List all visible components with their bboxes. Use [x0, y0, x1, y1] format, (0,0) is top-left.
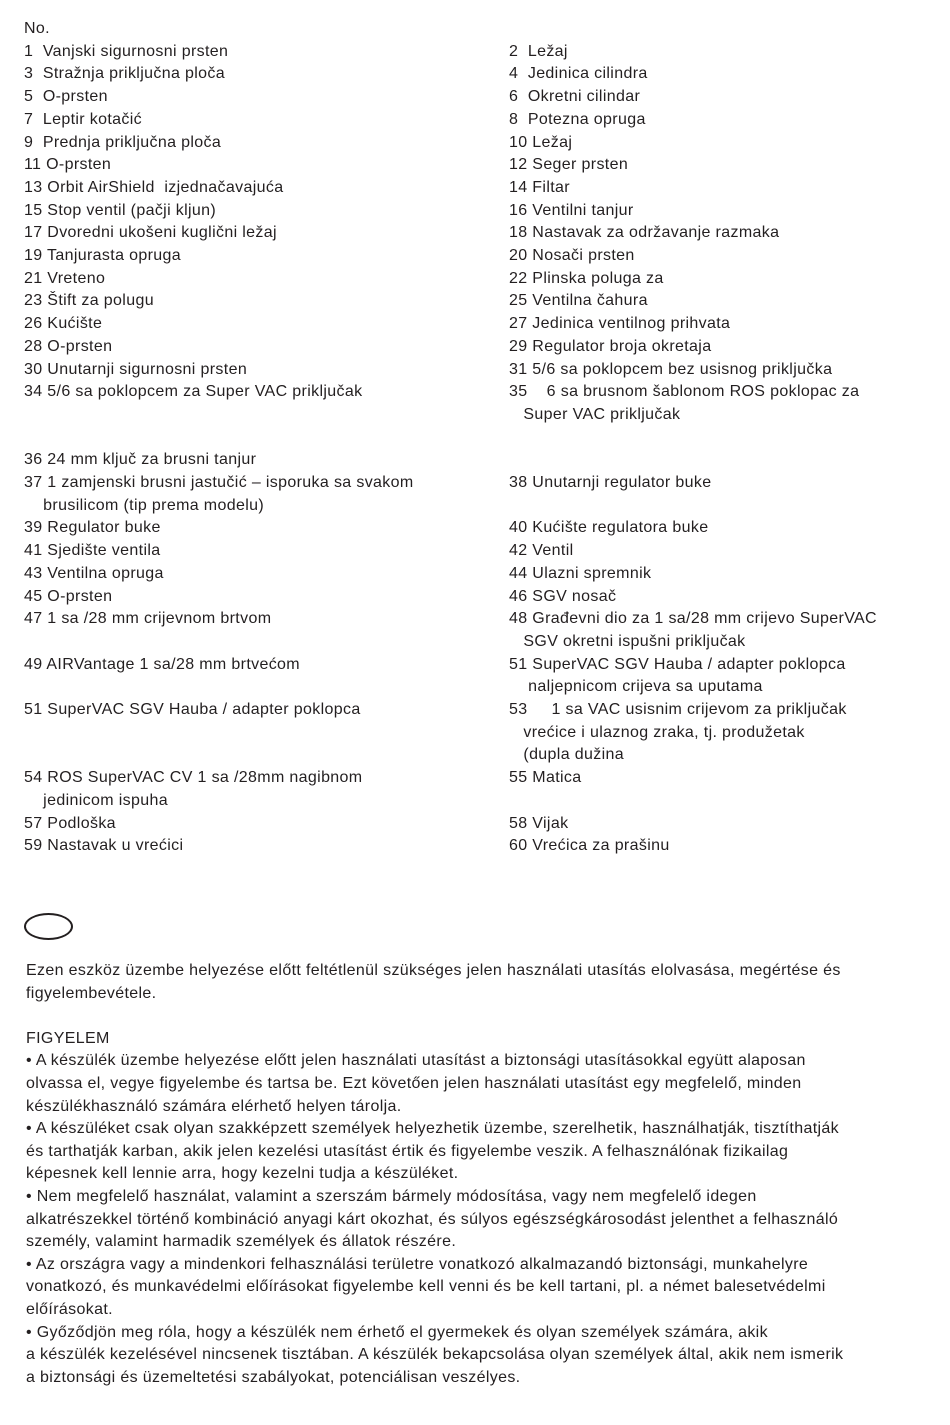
parts-item-right: [509, 200, 934, 223]
intro-line: figyelembevétele.: [26, 984, 157, 1002]
warning-line: • A készüléket csak olyan szakképzett személyek helyezhetik üzembe, szerelhetik, használhatják, tisztíthatják: [26, 1120, 840, 1138]
parts-item-right: [509, 427, 934, 450]
parts-row: [24, 313, 934, 336]
parts-item-line: 29 Regulator broja okretaja: [509, 337, 712, 355]
parts-item-line: 35 6 sa brusnom šablonom ROS poklopac za: [509, 383, 860, 401]
parts-item-line: 14 Filtar: [509, 178, 570, 196]
parts-item-right: [509, 517, 934, 540]
parts-item-line: 1 Vanjski sigurnosni prsten: [24, 42, 229, 60]
parts-item-line: 31 5/6 sa poklopcem bez usisnog priključka: [509, 360, 833, 378]
parts-row: [24, 154, 934, 177]
parts-item-right: [509, 313, 934, 336]
parts-item-line: 58 Vijak: [509, 814, 569, 832]
parts-item-line: 17 Dvoredni ukošeni kuglični ležaj: [24, 224, 277, 242]
parts-item-right: [509, 177, 934, 200]
warning-line: előírásokat.: [26, 1300, 113, 1318]
parts-item-right: [509, 109, 934, 132]
parts-row: [24, 563, 934, 586]
parts-item-line: 30 Unutarnji sigurnosni prsten: [24, 360, 248, 378]
parts-item-line: naljepnicom crijeva sa uputama: [509, 678, 763, 696]
parts-item-left: [24, 109, 509, 132]
parts-item-right: [509, 359, 934, 382]
parts-item-right: [509, 813, 934, 836]
parts-item-line: 25 Ventilna čahura: [509, 292, 648, 310]
parts-item-right: [509, 654, 934, 699]
parts-item-left: [24, 540, 509, 563]
parts-item-left: [24, 472, 509, 517]
parts-row: [24, 449, 934, 472]
parts-item-line: brusilicom (tip prema modelu): [24, 496, 265, 514]
parts-row: [24, 472, 934, 517]
parts-row: [24, 835, 934, 858]
parts-row: [24, 41, 934, 64]
parts-item-right: [509, 586, 934, 609]
parts-row: [24, 245, 934, 268]
warning-line: vonatkozó, és munkavédelmi előírásokat figyelembe kell venni és be kell tartani, pl. a német balesetvédelmi: [26, 1278, 826, 1296]
parts-item-line: 55 Matica: [509, 769, 582, 787]
parts-item-line: 23 Štift za polugu: [24, 292, 154, 310]
parts-item-left: [24, 813, 509, 836]
parts-row: [24, 767, 934, 812]
parts-item-line: 20 Nosači prsten: [509, 247, 635, 265]
parts-item-line: [509, 427, 934, 450]
warning-line: • A készülék üzembe helyezése előtt jelen használati utasítást a biztonsági utasításokkal együtt alaposan: [26, 1052, 806, 1070]
parts-item-line: 26 Kućište: [24, 315, 103, 333]
parts-row: [24, 200, 934, 223]
parts-item-right: [509, 132, 934, 155]
warning-line: a készülék kezelésével nincsenek tisztában. A készülék bekapcsolása olyan személyek által, akik nem ismerik: [26, 1346, 844, 1364]
parts-item-line: 47 1 sa /28 mm crijevnom brtvom: [24, 610, 272, 628]
parts-row: [24, 381, 934, 426]
parts-item-line: 27 Jedinica ventilnog prihvata: [509, 315, 731, 333]
parts-item-line: 13 Orbit AirShield izjednačavajuća: [24, 178, 284, 196]
parts-item-line: 43 Ventilna opruga: [24, 564, 164, 582]
parts-list: [24, 18, 934, 858]
parts-item-line: 40 Kućište regulatora buke: [509, 519, 709, 537]
parts-item-line: 37 1 zamjenski brusni jastučić – isporuka sa svakom: [24, 474, 414, 492]
parts-item-line: 51 SuperVAC SGV Hauba / adapter poklopca: [509, 655, 846, 673]
parts-row: [24, 268, 934, 291]
parts-item-right: [509, 472, 934, 517]
warning-line: képesnek kell lennie arra, hogy kezelni tudja a készüléket.: [26, 1165, 459, 1183]
parts-item-line: (dupla dužina: [509, 746, 625, 764]
warning-line: • Az országra vagy a mindenkori felhasználási területre vonatkozó alkalmazandó biztonsági, munkahelyre: [26, 1255, 809, 1273]
parts-item-line: 18 Nastavak za održavanje razmaka: [509, 224, 780, 242]
parts-row: [24, 109, 934, 132]
parts-item-right: [509, 767, 934, 812]
parts-item-line: 60 Vrećica za prašinu: [509, 837, 670, 855]
intro-line: Ezen eszköz üzembe helyezése előtt feltétlenül szükséges jelen használati utasítás elolvasása, megértése és: [26, 962, 841, 979]
parts-item-left: [24, 517, 509, 540]
parts-item-line: 12 Seger prsten: [509, 156, 629, 174]
parts-item-right: [509, 41, 934, 64]
parts-item-left: [24, 427, 509, 450]
parts-item-left: [24, 586, 509, 609]
parts-item-right: [509, 290, 934, 313]
parts-list-header: No.: [24, 20, 50, 37]
parts-item-line: 48 Građevni dio za 1 sa/28 mm crijevo SuperVAC: [509, 610, 877, 628]
warning-line: a biztonsági és üzemeltetési szabályokat, potenciálisan veszélyes.: [26, 1368, 521, 1386]
parts-item-line: 51 SuperVAC SGV Hauba / adapter poklopca: [24, 701, 361, 719]
parts-item-line: 3 Stražnja priključna ploča: [24, 65, 226, 83]
parts-item-line: 28 O-prsten: [24, 337, 113, 355]
parts-rows: [24, 41, 934, 858]
parts-item-line: 7 Leptir kotačić: [24, 110, 143, 128]
parts-row: [24, 132, 934, 155]
parts-item-line: 53 1 sa VAC usisnim crijevom za priključak: [509, 701, 847, 719]
parts-item-left: [24, 41, 509, 64]
parts-row: [24, 813, 934, 836]
parts-item-right: [509, 154, 934, 177]
warning-title: FIGYELEM: [26, 1029, 110, 1047]
parts-row: [24, 608, 934, 653]
parts-item-line: 45 O-prsten: [24, 587, 113, 605]
parts-item-line: 6 Okretni cilindar: [509, 88, 641, 106]
parts-item-right: [509, 563, 934, 586]
parts-item-left: [24, 381, 509, 426]
parts-row: [24, 699, 934, 767]
parts-item-line: 9 Prednja priključna ploča: [24, 133, 222, 151]
parts-item-left: [24, 654, 509, 699]
warning-line: olvassa el, vegye figyelembe és tartsa be. Ezt követően jelen használati utasítást egy megfelelő, minden: [26, 1074, 802, 1092]
parts-item-line: 11 O-prsten: [24, 156, 112, 174]
parts-row: [24, 222, 934, 245]
parts-item-left: [24, 767, 509, 812]
parts-item-line: 16 Ventilni tanjur: [509, 201, 634, 219]
parts-item-line: [509, 449, 934, 472]
parts-row: [24, 359, 934, 382]
parts-item-line: [24, 427, 509, 450]
parts-row: [24, 427, 934, 450]
parts-item-line: 8 Potezna opruga: [509, 110, 646, 128]
parts-item-left: [24, 699, 509, 767]
parts-item-left: [24, 313, 509, 336]
warning-line: személy, valamint harmadik személyek és állatok részére.: [26, 1233, 457, 1251]
parts-item-line: 5 O-prsten: [24, 88, 108, 106]
parts-item-line: 54 ROS SuperVAC CV 1 sa /28mm nagibnom: [24, 769, 363, 787]
parts-item-right: [509, 222, 934, 245]
parts-item-left: [24, 608, 509, 653]
parts-item-right: [509, 608, 934, 653]
warning-line: • Győződjön meg róla, hogy a készülék nem érhető el gyermekek és olyan személyek számára, akik: [26, 1323, 768, 1341]
parts-item-left: [24, 290, 509, 313]
parts-item-left: [24, 835, 509, 858]
hungarian-section: [26, 960, 926, 1389]
parts-item-line: 41 Sjedište ventila: [24, 542, 161, 560]
parts-item-line: 19 Tanjurasta opruga: [24, 247, 182, 265]
parts-row: [24, 86, 934, 109]
parts-item-right: [509, 835, 934, 858]
warning-line: • Nem megfelelő használat, valamint a szerszám bármely módosítása, vagy nem megfelelő idegen: [26, 1187, 757, 1205]
parts-item-line: 34 5/6 sa poklopcem za Super VAC priključak: [24, 383, 363, 401]
parts-item-right: [509, 540, 934, 563]
parts-item-right: [509, 336, 934, 359]
parts-row: [24, 290, 934, 313]
parts-item-left: [24, 449, 509, 472]
parts-item-line: 49 AIRVantage 1 sa/28 mm brtvećom: [24, 655, 300, 673]
parts-item-right: [509, 449, 934, 472]
parts-item-line: 2 Ležaj: [509, 42, 568, 60]
parts-item-left: [24, 154, 509, 177]
parts-item-right: [509, 86, 934, 109]
parts-item-left: [24, 132, 509, 155]
warning-text: [26, 1050, 926, 1389]
parts-item-line: SGV okretni ispušni priključak: [509, 632, 746, 650]
parts-row: [24, 654, 934, 699]
parts-item-left: [24, 359, 509, 382]
parts-item-line: 38 Unutarnji regulator buke: [509, 474, 712, 492]
parts-item-line: 59 Nastavak u vrećici: [24, 837, 184, 855]
parts-item-left: [24, 222, 509, 245]
parts-item-left: [24, 86, 509, 109]
parts-item-line: Super VAC priključak: [509, 405, 681, 423]
parts-item-line: 22 Plinska poluga za: [509, 269, 664, 287]
parts-item-left: [24, 200, 509, 223]
parts-item-line: jedinicom ispuha: [24, 791, 168, 809]
parts-item-right: [509, 381, 934, 426]
parts-item-left: [24, 563, 509, 586]
parts-row: [24, 336, 934, 359]
parts-item-right: [509, 699, 934, 767]
parts-row: [24, 177, 934, 200]
parts-item-line: 15 Stop ventil (pačji kljun): [24, 201, 217, 219]
parts-item-line: 21 Vreteno: [24, 269, 106, 287]
parts-item-line: 10 Ležaj: [509, 133, 573, 151]
parts-item-line: 36 24 mm ključ za brusni tanjur: [24, 451, 257, 469]
parts-item-right: [509, 268, 934, 291]
parts-row: [24, 517, 934, 540]
parts-row: [24, 540, 934, 563]
parts-item-line: 39 Regulator buke: [24, 519, 161, 537]
parts-item-left: [24, 63, 509, 86]
parts-item-left: [24, 245, 509, 268]
parts-item-left: [24, 177, 509, 200]
parts-item-line: 42 Ventil: [509, 542, 574, 560]
warning-line: alkatrészekkel történő kombináció anyagi kárt okozhat, és súlyos egészségkárosodást jelenthet a felhasználó: [26, 1210, 839, 1228]
parts-item-line: 44 Ulazni spremnik: [509, 564, 652, 582]
language-oval-marker: [24, 913, 73, 940]
warning-line: készülékhasználó számára elérhető helyen tárolja.: [26, 1097, 402, 1115]
parts-item-left: [24, 336, 509, 359]
parts-item-line: 4 Jedinica cilindra: [509, 65, 648, 83]
warning-line: és tarthatják karban, akik jelen kezelési utasítást értik és figyelembe veszik. A felhasználónak fizikailag: [26, 1142, 789, 1160]
parts-item-left: [24, 268, 509, 291]
parts-row: [24, 586, 934, 609]
parts-item-line: 57 Podloška: [24, 814, 116, 832]
parts-item-line: vrećice i ulaznog zraka, tj. produžetak: [509, 723, 805, 741]
parts-item-right: [509, 245, 934, 268]
parts-item-right: [509, 63, 934, 86]
parts-row: [24, 63, 934, 86]
parts-item-line: 46 SGV nosač: [509, 587, 617, 605]
